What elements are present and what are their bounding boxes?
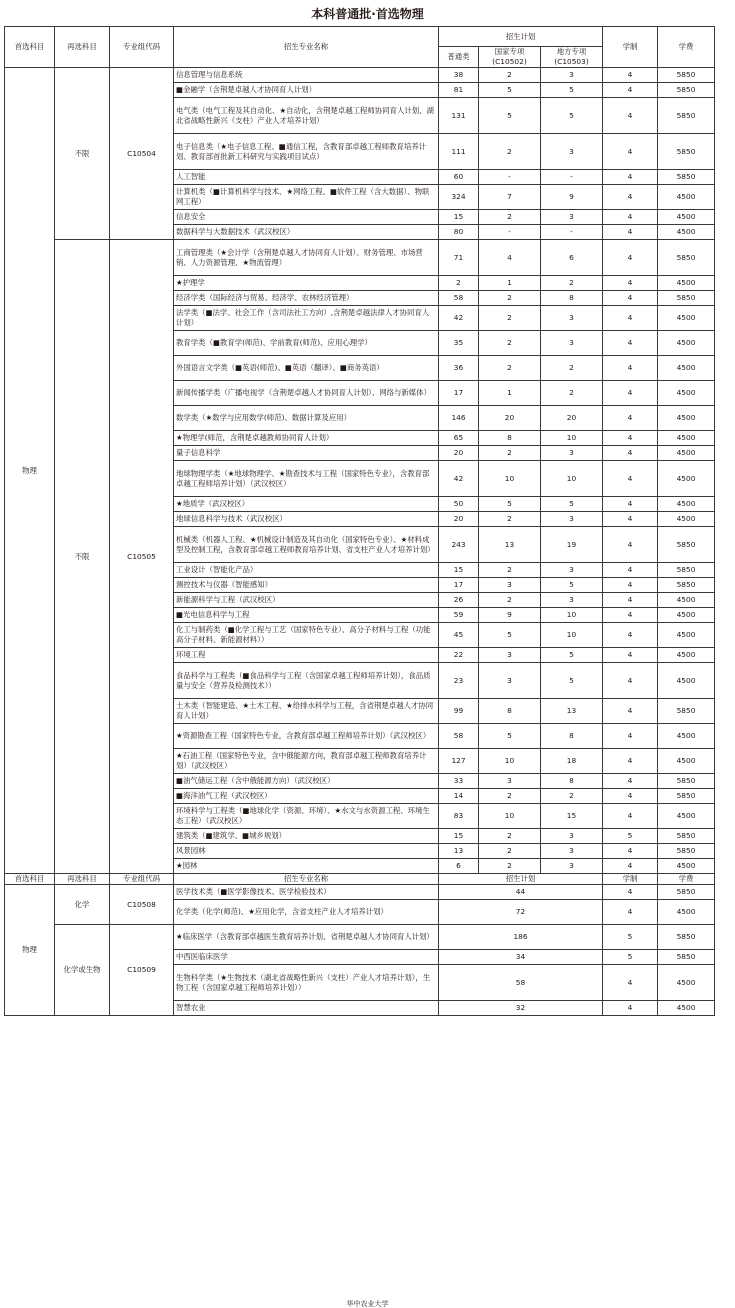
general-plan-cell: 20 (439, 512, 479, 527)
major-name-cell: ★护理学 (174, 276, 439, 291)
years-cell: 4 (603, 1001, 658, 1016)
elective-cell: 化学 (55, 885, 110, 925)
major-name-cell: 测控技术与仪器（智能感知） (174, 578, 439, 593)
major-name-cell: 机械类（机器人工程、★机械设计制造及其自动化（国家特色专业）、★材料成型及控制工程，含教育部卓越工程师教育培养计划、省支柱产业人才培养计划） (174, 527, 439, 563)
local-plan-cell: 2 (541, 789, 603, 804)
general-plan-cell: 83 (439, 804, 479, 829)
years-cell: 4 (603, 749, 658, 774)
elective-cell: 化学或生物 (55, 925, 110, 1016)
major-name-cell: 工业设计（智能化产品） (174, 563, 439, 578)
major-name-cell: 医学技术类（■医学影像技术、医学检验技术） (174, 885, 439, 900)
general-plan-cell: 13 (439, 844, 479, 859)
national-plan-cell: 10 (479, 461, 541, 497)
plan-cell: 58 (439, 965, 603, 1001)
tuition-cell: 4500 (658, 965, 715, 1001)
group-code-cell: C10504 (110, 68, 174, 240)
local-plan-cell: 8 (541, 724, 603, 749)
national-plan-cell: 2 (479, 356, 541, 381)
tuition-cell: 5850 (658, 829, 715, 844)
tuition-cell: 4500 (658, 724, 715, 749)
national-plan-cell: 2 (479, 844, 541, 859)
major-name-cell: 化工与制药类（■化学工程与工艺（国家特色专业）、高分子材料与工程（功能高分子材料、新能源材料）） (174, 623, 439, 648)
tuition-cell: 4500 (658, 648, 715, 663)
major-name-cell: 新闻传播学类（广播电视学（含荆楚卓越人才协同育人计划）、网络与新媒体） (174, 381, 439, 406)
local-plan-cell: 3 (541, 306, 603, 331)
general-plan-cell: 65 (439, 431, 479, 446)
tuition-cell: 5850 (658, 844, 715, 859)
national-plan-cell: 8 (479, 699, 541, 724)
national-plan-cell: 2 (479, 829, 541, 844)
years-cell: 4 (603, 331, 658, 356)
local-plan-cell: 3 (541, 134, 603, 170)
national-plan-cell: 5 (479, 83, 541, 98)
years-cell: 4 (603, 844, 658, 859)
major-name-cell: 教育学类（■教育学(师范)、学前教育(师范)、应用心理学） (174, 331, 439, 356)
tuition-cell: 4500 (658, 749, 715, 774)
years-cell: 4 (603, 291, 658, 306)
tuition-cell: 5850 (658, 774, 715, 789)
years-cell: 4 (603, 804, 658, 829)
national-plan-cell: 20 (479, 406, 541, 431)
local-plan-cell: 2 (541, 276, 603, 291)
major-name-cell: 经济学类（国际经济与贸易、经济学、农林经济管理） (174, 291, 439, 306)
elective-cell: 不限 (55, 240, 110, 874)
general-plan-cell: 15 (439, 210, 479, 225)
general-plan-cell: 50 (439, 497, 479, 512)
years-cell: 4 (603, 98, 658, 134)
general-plan-cell: 60 (439, 170, 479, 185)
national-plan-cell: 2 (479, 68, 541, 83)
tuition-cell: 4500 (658, 331, 715, 356)
local-plan-cell: 10 (541, 431, 603, 446)
second-subject-header: 再选科目 (55, 27, 110, 68)
tuition-cell: 4500 (658, 663, 715, 699)
years-cell: 5 (603, 829, 658, 844)
local-header: 地方专项(C10503) (541, 47, 603, 68)
tuition-cell: 5850 (658, 68, 715, 83)
plan-header-2: 招生计划 (439, 874, 603, 885)
tuition-cell: 4500 (658, 804, 715, 829)
major-name-cell: ★物理学(师范，含荆楚卓越教师协同育人计划） (174, 431, 439, 446)
years-cell: 4 (603, 512, 658, 527)
plan-cell: 44 (439, 885, 603, 900)
tuition-cell: 5850 (658, 563, 715, 578)
local-plan-cell: 3 (541, 844, 603, 859)
tuition-cell: 4500 (658, 859, 715, 874)
years-cell: 4 (603, 225, 658, 240)
major-name-cell: 人工智能 (174, 170, 439, 185)
years-cell: 4 (603, 134, 658, 170)
major-name-cell: 信息管理与信息系统 (174, 68, 439, 83)
major-name-cell: 环境工程 (174, 648, 439, 663)
major-name-cell: 土木类（智能建造、★土木工程、★给排水科学与工程，含省荆楚卓越人才协同育人计划） (174, 699, 439, 724)
national-plan-cell: 2 (479, 593, 541, 608)
tuition-cell: 4500 (658, 512, 715, 527)
years-cell: 4 (603, 563, 658, 578)
page (0, 2, 735, 1308)
local-plan-cell: - (541, 170, 603, 185)
table-row (5, 885, 715, 900)
major-name-cell: 中西医临床医学 (174, 950, 439, 965)
major-name-cell: ■光电信息科学与工程 (174, 608, 439, 623)
years-cell: 4 (603, 900, 658, 925)
group-code-cell: C10508 (110, 885, 174, 925)
national-plan-cell: 5 (479, 623, 541, 648)
general-plan-cell: 2 (439, 276, 479, 291)
general-header: 普通类 (439, 47, 479, 68)
general-plan-cell: 26 (439, 593, 479, 608)
national-plan-cell: 5 (479, 724, 541, 749)
national-plan-cell: 9 (479, 608, 541, 623)
local-plan-cell: 3 (541, 593, 603, 608)
general-plan-cell: 35 (439, 331, 479, 356)
general-plan-cell: 15 (439, 829, 479, 844)
general-plan-cell: 99 (439, 699, 479, 724)
national-plan-cell: 1 (479, 276, 541, 291)
general-plan-cell: 42 (439, 306, 479, 331)
tuition-cell: 4500 (658, 406, 715, 431)
national-plan-cell: 2 (479, 210, 541, 225)
tuition-cell: 4500 (658, 593, 715, 608)
tuition-cell: 4500 (658, 225, 715, 240)
tuition-cell: 4500 (658, 623, 715, 648)
years-cell: 4 (603, 608, 658, 623)
years-cell: 4 (603, 381, 658, 406)
tuition-cell: 5850 (658, 699, 715, 724)
national-plan-cell: 2 (479, 291, 541, 306)
national-plan-cell: 2 (479, 859, 541, 874)
general-plan-cell: 15 (439, 563, 479, 578)
tuition-cell: 5850 (658, 291, 715, 306)
tuition-header: 学费 (658, 27, 715, 68)
national-plan-cell: - (479, 225, 541, 240)
national-plan-cell: 1 (479, 381, 541, 406)
tuition-cell: 4500 (658, 356, 715, 381)
tuition-cell: 5850 (658, 950, 715, 965)
major-name-cell: 风景园林 (174, 844, 439, 859)
major-name-cell: ■金融学（含荆楚卓越人才协同育人计划） (174, 83, 439, 98)
plan-cell: 72 (439, 900, 603, 925)
local-plan-cell: 3 (541, 512, 603, 527)
national-plan-cell: 3 (479, 578, 541, 593)
general-plan-cell: 131 (439, 98, 479, 134)
local-plan-cell: 18 (541, 749, 603, 774)
admission-table (4, 26, 715, 1016)
general-plan-cell: 111 (439, 134, 479, 170)
group-code-header-2: 专业组代码 (110, 874, 174, 885)
major-name-cell: 数据科学与大数据技术（武汉校区） (174, 225, 439, 240)
national-plan-cell: 13 (479, 527, 541, 563)
major-name-cell: 地球信息科学与技术（武汉校区） (174, 512, 439, 527)
years-cell: 4 (603, 461, 658, 497)
plan-cell: 34 (439, 950, 603, 965)
major-name-cell: ★资源勘查工程（国家特色专业，含教育部卓越工程师培养计划）（武汉校区） (174, 724, 439, 749)
general-plan-cell: 17 (439, 578, 479, 593)
years-cell: 4 (603, 648, 658, 663)
national-plan-cell: 2 (479, 134, 541, 170)
national-plan-cell: 2 (479, 563, 541, 578)
years-cell: 4 (603, 965, 658, 1001)
table-row (5, 68, 715, 83)
general-plan-cell: 127 (439, 749, 479, 774)
local-plan-cell: 5 (541, 578, 603, 593)
first-subject-cell: 物理 (5, 68, 55, 874)
general-plan-cell: 23 (439, 663, 479, 699)
years-cell: 4 (603, 446, 658, 461)
first-subject-header-2: 首选科目 (5, 874, 55, 885)
major-name-header-2: 招生专业名称 (174, 874, 439, 885)
local-plan-cell: 5 (541, 83, 603, 98)
page-title: 本科普通批·首选物理 (311, 7, 424, 21)
tuition-cell: 4500 (658, 381, 715, 406)
local-plan-cell: - (541, 225, 603, 240)
second-subject-header-2: 再选科目 (55, 874, 110, 885)
national-plan-cell: 7 (479, 185, 541, 210)
general-plan-cell: 6 (439, 859, 479, 874)
years-cell: 4 (603, 724, 658, 749)
local-plan-cell: 20 (541, 406, 603, 431)
national-plan-cell: 2 (479, 446, 541, 461)
years-cell: 4 (603, 774, 658, 789)
years-cell: 4 (603, 431, 658, 446)
general-plan-cell: 36 (439, 356, 479, 381)
general-plan-cell: 80 (439, 225, 479, 240)
years-cell: 4 (603, 170, 658, 185)
national-plan-cell: 10 (479, 749, 541, 774)
major-name-cell: ★地质学（武汉校区） (174, 497, 439, 512)
years-cell: 4 (603, 578, 658, 593)
header-row-2 (5, 874, 715, 885)
tuition-cell: 5850 (658, 83, 715, 98)
national-plan-cell: 4 (479, 240, 541, 276)
plan-header: 招生计划 (439, 27, 603, 47)
local-plan-cell: 5 (541, 648, 603, 663)
years-header-2: 学制 (603, 874, 658, 885)
first-subject-cell-2: 物理 (5, 885, 55, 1016)
national-plan-cell: 5 (479, 497, 541, 512)
major-name-cell: 量子信息科学 (174, 446, 439, 461)
major-name-cell: 新能源科学与工程（武汉校区） (174, 593, 439, 608)
years-cell: 4 (603, 699, 658, 724)
local-plan-cell: 5 (541, 98, 603, 134)
tuition-cell: 4500 (658, 446, 715, 461)
tuition-cell: 4500 (658, 276, 715, 291)
national-plan-cell: 3 (479, 774, 541, 789)
group-code-header: 专业组代码 (110, 27, 174, 68)
general-plan-cell: 20 (439, 446, 479, 461)
general-plan-cell: 14 (439, 789, 479, 804)
years-cell: 4 (603, 210, 658, 225)
major-name-cell: 食品科学与工程类（■食品科学与工程（含国家卓越工程师培养计划），食品质量与安全（营养及检测技术）） (174, 663, 439, 699)
years-cell: 4 (603, 406, 658, 431)
first-subject-header: 首选科目 (5, 27, 55, 68)
years-cell: 4 (603, 83, 658, 98)
general-plan-cell: 71 (439, 240, 479, 276)
general-plan-cell: 22 (439, 648, 479, 663)
general-plan-cell: 146 (439, 406, 479, 431)
tuition-cell: 4500 (658, 185, 715, 210)
tuition-cell: 5850 (658, 134, 715, 170)
local-plan-cell: 5 (541, 497, 603, 512)
general-plan-cell: 81 (439, 83, 479, 98)
tuition-cell: 4500 (658, 900, 715, 925)
tuition-cell: 5850 (658, 925, 715, 950)
general-plan-cell: 38 (439, 68, 479, 83)
years-cell: 5 (603, 950, 658, 965)
major-name-cell: ■海洋油气工程（武汉校区） (174, 789, 439, 804)
local-plan-cell: 13 (541, 699, 603, 724)
major-name-header: 招生专业名称 (174, 27, 439, 68)
major-name-cell: ★园林 (174, 859, 439, 874)
years-header: 学制 (603, 27, 658, 68)
years-cell: 4 (603, 527, 658, 563)
page-footer: 华中农业大学 (346, 1300, 389, 1308)
years-cell: 4 (603, 68, 658, 83)
years-cell: 4 (603, 306, 658, 331)
years-cell: 5 (603, 925, 658, 950)
years-cell: 4 (603, 497, 658, 512)
major-name-cell: 工商管理类（★会计学（含荆楚卓越人才协同育人计划）、财务管理、市场营销、人力资源管理、★物流管理） (174, 240, 439, 276)
major-name-cell: 信息安全 (174, 210, 439, 225)
local-plan-cell: 3 (541, 210, 603, 225)
local-plan-cell: 3 (541, 563, 603, 578)
major-name-cell: 化学类（化学(师范)、★应用化学，含省支柱产业人才培养计划） (174, 900, 439, 925)
national-plan-cell: 2 (479, 331, 541, 356)
general-plan-cell: 243 (439, 527, 479, 563)
major-name-cell: 智慧农业 (174, 1001, 439, 1016)
major-name-cell: 生物科学类（★生物技术（湖北省战略性新兴（支柱）产业人才培养计划），生物工程（含国家卓越工程师培养计划）） (174, 965, 439, 1001)
years-cell: 4 (603, 789, 658, 804)
national-plan-cell: 8 (479, 431, 541, 446)
years-cell: 4 (603, 185, 658, 210)
header-row (5, 27, 715, 47)
years-cell: 4 (603, 663, 658, 699)
major-name-cell: 建筑类（■建筑学、■城乡规划） (174, 829, 439, 844)
table-row (5, 925, 715, 950)
tuition-cell: 4500 (658, 461, 715, 497)
general-plan-cell: 59 (439, 608, 479, 623)
major-name-cell: 电气类（电气工程及其自动化、★自动化，含荆楚卓越工程师协同育人计划、湖北省战略性新兴（支柱）产业人才培养计划） (174, 98, 439, 134)
plan-cell: 186 (439, 925, 603, 950)
years-cell: 4 (603, 240, 658, 276)
local-plan-cell: 3 (541, 331, 603, 356)
local-plan-cell: 10 (541, 608, 603, 623)
major-name-cell: ■油气储运工程（含中俄能源方向）（武汉校区） (174, 774, 439, 789)
local-plan-cell: 10 (541, 623, 603, 648)
group-code-cell: C10505 (110, 240, 174, 874)
major-name-cell: 电子信息类（★电子信息工程、■通信工程，含教育部卓越工程师教育培养计划、教育部首批新工科研究与实践项目试点） (174, 134, 439, 170)
national-plan-cell: 5 (479, 98, 541, 134)
major-name-cell: ★石油工程（国家特色专业，含中俄能源方向，教育部卓越工程师教育培养计划）（武汉校区） (174, 749, 439, 774)
tuition-cell: 4500 (658, 608, 715, 623)
group-code-cell: C10509 (110, 925, 174, 1016)
years-cell: 4 (603, 593, 658, 608)
years-cell: 4 (603, 885, 658, 900)
tuition-cell: 4500 (658, 497, 715, 512)
tuition-cell: 5850 (658, 578, 715, 593)
tuition-cell: 5850 (658, 789, 715, 804)
tuition-cell: 4500 (658, 1001, 715, 1016)
tuition-cell: 5850 (658, 170, 715, 185)
general-plan-cell: 42 (439, 461, 479, 497)
general-plan-cell: 58 (439, 724, 479, 749)
major-name-cell: 地球物理学类（★地球物理学、★勘查技术与工程（国家特色专业），含教育部卓越工程师培养计划）（武汉校区） (174, 461, 439, 497)
local-plan-cell: 10 (541, 461, 603, 497)
local-plan-cell: 9 (541, 185, 603, 210)
plan-cell: 32 (439, 1001, 603, 1016)
years-cell: 4 (603, 356, 658, 381)
national-plan-cell: 2 (479, 512, 541, 527)
national-plan-cell: 2 (479, 789, 541, 804)
tuition-header-2: 学费 (658, 874, 715, 885)
years-cell: 4 (603, 276, 658, 291)
years-cell: 4 (603, 623, 658, 648)
general-plan-cell: 58 (439, 291, 479, 306)
local-plan-cell: 8 (541, 291, 603, 306)
national-plan-cell: 3 (479, 663, 541, 699)
major-name-cell: 外国语言文学类（■英语(师范)、■英语（翻译）、■商务英语） (174, 356, 439, 381)
local-plan-cell: 2 (541, 381, 603, 406)
local-plan-cell: 3 (541, 829, 603, 844)
local-plan-cell: 3 (541, 859, 603, 874)
major-name-cell: ★临床医学（含教育部卓越医生教育培养计划、省荆楚卓越人才协同育人计划） (174, 925, 439, 950)
major-name-cell: 数学类（★数学与应用数学(师范)、数据计算及应用） (174, 406, 439, 431)
major-name-cell: 计算机类（■计算机科学与技术、★网络工程、■软件工程（含大数据）、物联网工程） (174, 185, 439, 210)
major-name-cell: 法学类（■法学、社会工作（含司法社工方向）,含荆楚卓越法律人才协同育人计划） (174, 306, 439, 331)
national-plan-cell: - (479, 170, 541, 185)
local-plan-cell: 8 (541, 774, 603, 789)
local-plan-cell: 6 (541, 240, 603, 276)
local-plan-cell: 15 (541, 804, 603, 829)
general-plan-cell: 45 (439, 623, 479, 648)
general-plan-cell: 33 (439, 774, 479, 789)
national-plan-cell: 2 (479, 306, 541, 331)
major-name-cell: 环境科学与工程类（■地球化学（资源、环境）、★水文与水资源工程、环境生态工程）（武汉校区） (174, 804, 439, 829)
elective-cell: 不限 (55, 68, 110, 240)
years-cell: 4 (603, 859, 658, 874)
tuition-cell: 4500 (658, 210, 715, 225)
local-plan-cell: 5 (541, 663, 603, 699)
tuition-cell: 5850 (658, 885, 715, 900)
local-plan-cell: 2 (541, 356, 603, 381)
local-plan-cell: 19 (541, 527, 603, 563)
tuition-cell: 4500 (658, 431, 715, 446)
local-plan-cell: 3 (541, 68, 603, 83)
general-plan-cell: 17 (439, 381, 479, 406)
tuition-cell: 4500 (658, 306, 715, 331)
tuition-cell: 5850 (658, 98, 715, 134)
national-plan-cell: 10 (479, 804, 541, 829)
tuition-cell: 5850 (658, 240, 715, 276)
general-plan-cell: 324 (439, 185, 479, 210)
table-row (5, 240, 715, 276)
tuition-cell: 5850 (658, 527, 715, 563)
national-plan-cell: 3 (479, 648, 541, 663)
local-plan-cell: 3 (541, 446, 603, 461)
national-header: 国家专项(C10502) (479, 47, 541, 68)
